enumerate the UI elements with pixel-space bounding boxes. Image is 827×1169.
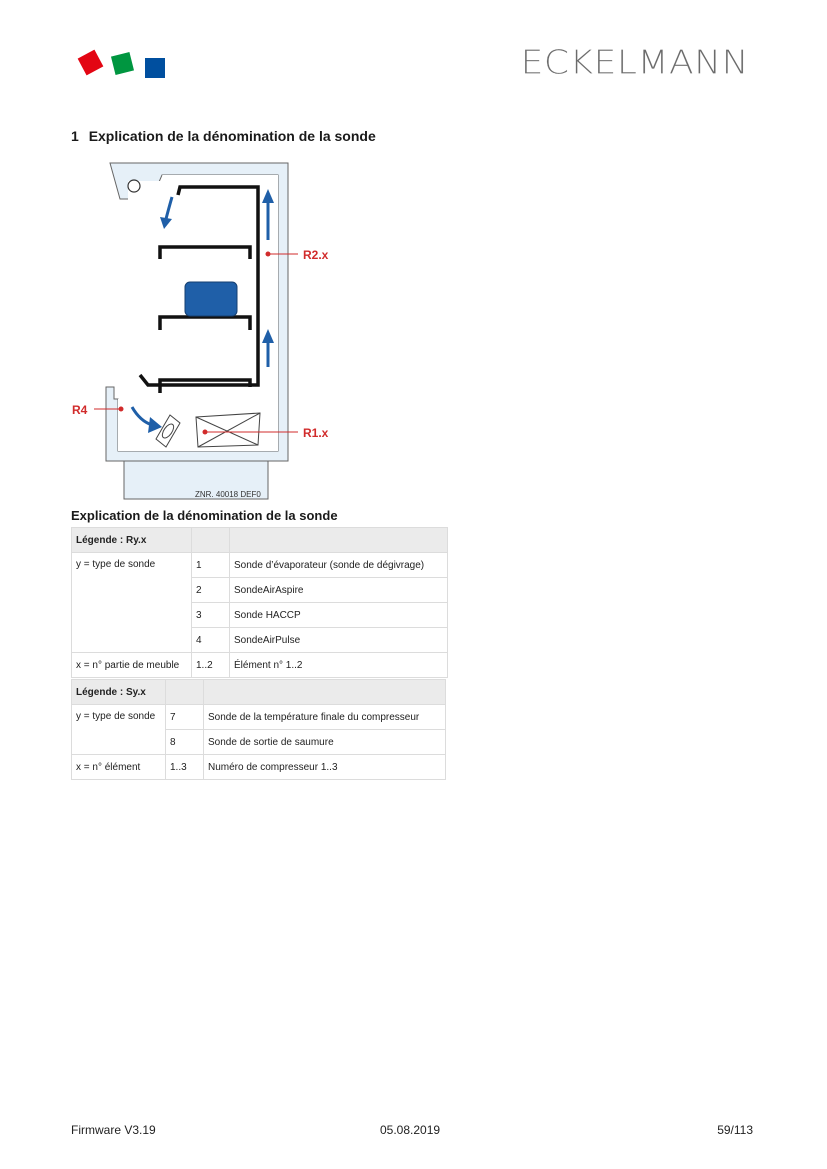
table-header-row (72, 528, 448, 553)
logo-red-square (78, 50, 104, 76)
table-row (72, 755, 446, 780)
desc-cell: Sonde d’évaporateur (sonde de dégivrage) (230, 553, 448, 578)
table-header-cell: Légende : Sy.x (72, 680, 166, 705)
desc-cell: SondeAirAspire (230, 578, 448, 603)
desc-cell: Sonde de la température finale du compresseur (204, 705, 446, 730)
table-header-row (72, 680, 446, 705)
desc-cell: Élément n° 1..2 (230, 653, 448, 678)
label-r2: R2.x (303, 248, 329, 262)
footer-firmware: Firmware V3.19 (71, 1123, 156, 1137)
desc-cell: Sonde HACCP (230, 603, 448, 628)
x-label-cell: x = n° élément (72, 755, 166, 780)
logo-green-square (111, 52, 134, 75)
code-cell: 7 (166, 705, 204, 730)
label-r1: R1.x (303, 426, 329, 440)
y-label-cell: y = type de sonde (72, 553, 192, 653)
product-block (185, 282, 237, 316)
table-row (72, 705, 446, 730)
probe-diagram (68, 155, 368, 505)
x-label-cell: x = n° partie de meuble (72, 653, 192, 678)
legend-table-sy (71, 679, 446, 780)
table-caption: Explication de la dénomination de la sonde (71, 508, 338, 523)
desc-cell: Sonde de sortie de saumure (204, 730, 446, 755)
table-row (72, 653, 448, 678)
footer-date: 05.08.2019 (380, 1123, 441, 1137)
y-label-cell: y = type de sonde (72, 705, 166, 755)
section-title: Explication de la dénomination de la sonde (88, 128, 376, 144)
label-r4: R4 (72, 403, 88, 417)
section-number: 1 (71, 128, 79, 144)
desc-cell: SondeAirPulse (230, 628, 448, 653)
code-cell: 1..3 (166, 755, 204, 780)
drawing-number: ZNR. 40018 DEF0 (195, 490, 261, 499)
footer-page-number: 59/113 (717, 1123, 753, 1137)
desc-cell: Numéro de compresseur 1..3 (204, 755, 446, 780)
code-cell: 3 (192, 603, 230, 628)
table-row (72, 553, 448, 578)
eckelmann-logo (76, 47, 168, 79)
legend-table-ry (71, 527, 448, 678)
code-cell: 8 (166, 730, 204, 755)
table-header-cell: Légende : Ry.x (72, 528, 192, 553)
code-cell: 1..2 (192, 653, 230, 678)
code-cell: 4 (192, 628, 230, 653)
logo-blue-square (145, 58, 165, 78)
section-heading (71, 128, 376, 144)
code-cell: 2 (192, 578, 230, 603)
brand-name: ECKELMANN (520, 44, 749, 82)
code-cell: 1 (192, 553, 230, 578)
